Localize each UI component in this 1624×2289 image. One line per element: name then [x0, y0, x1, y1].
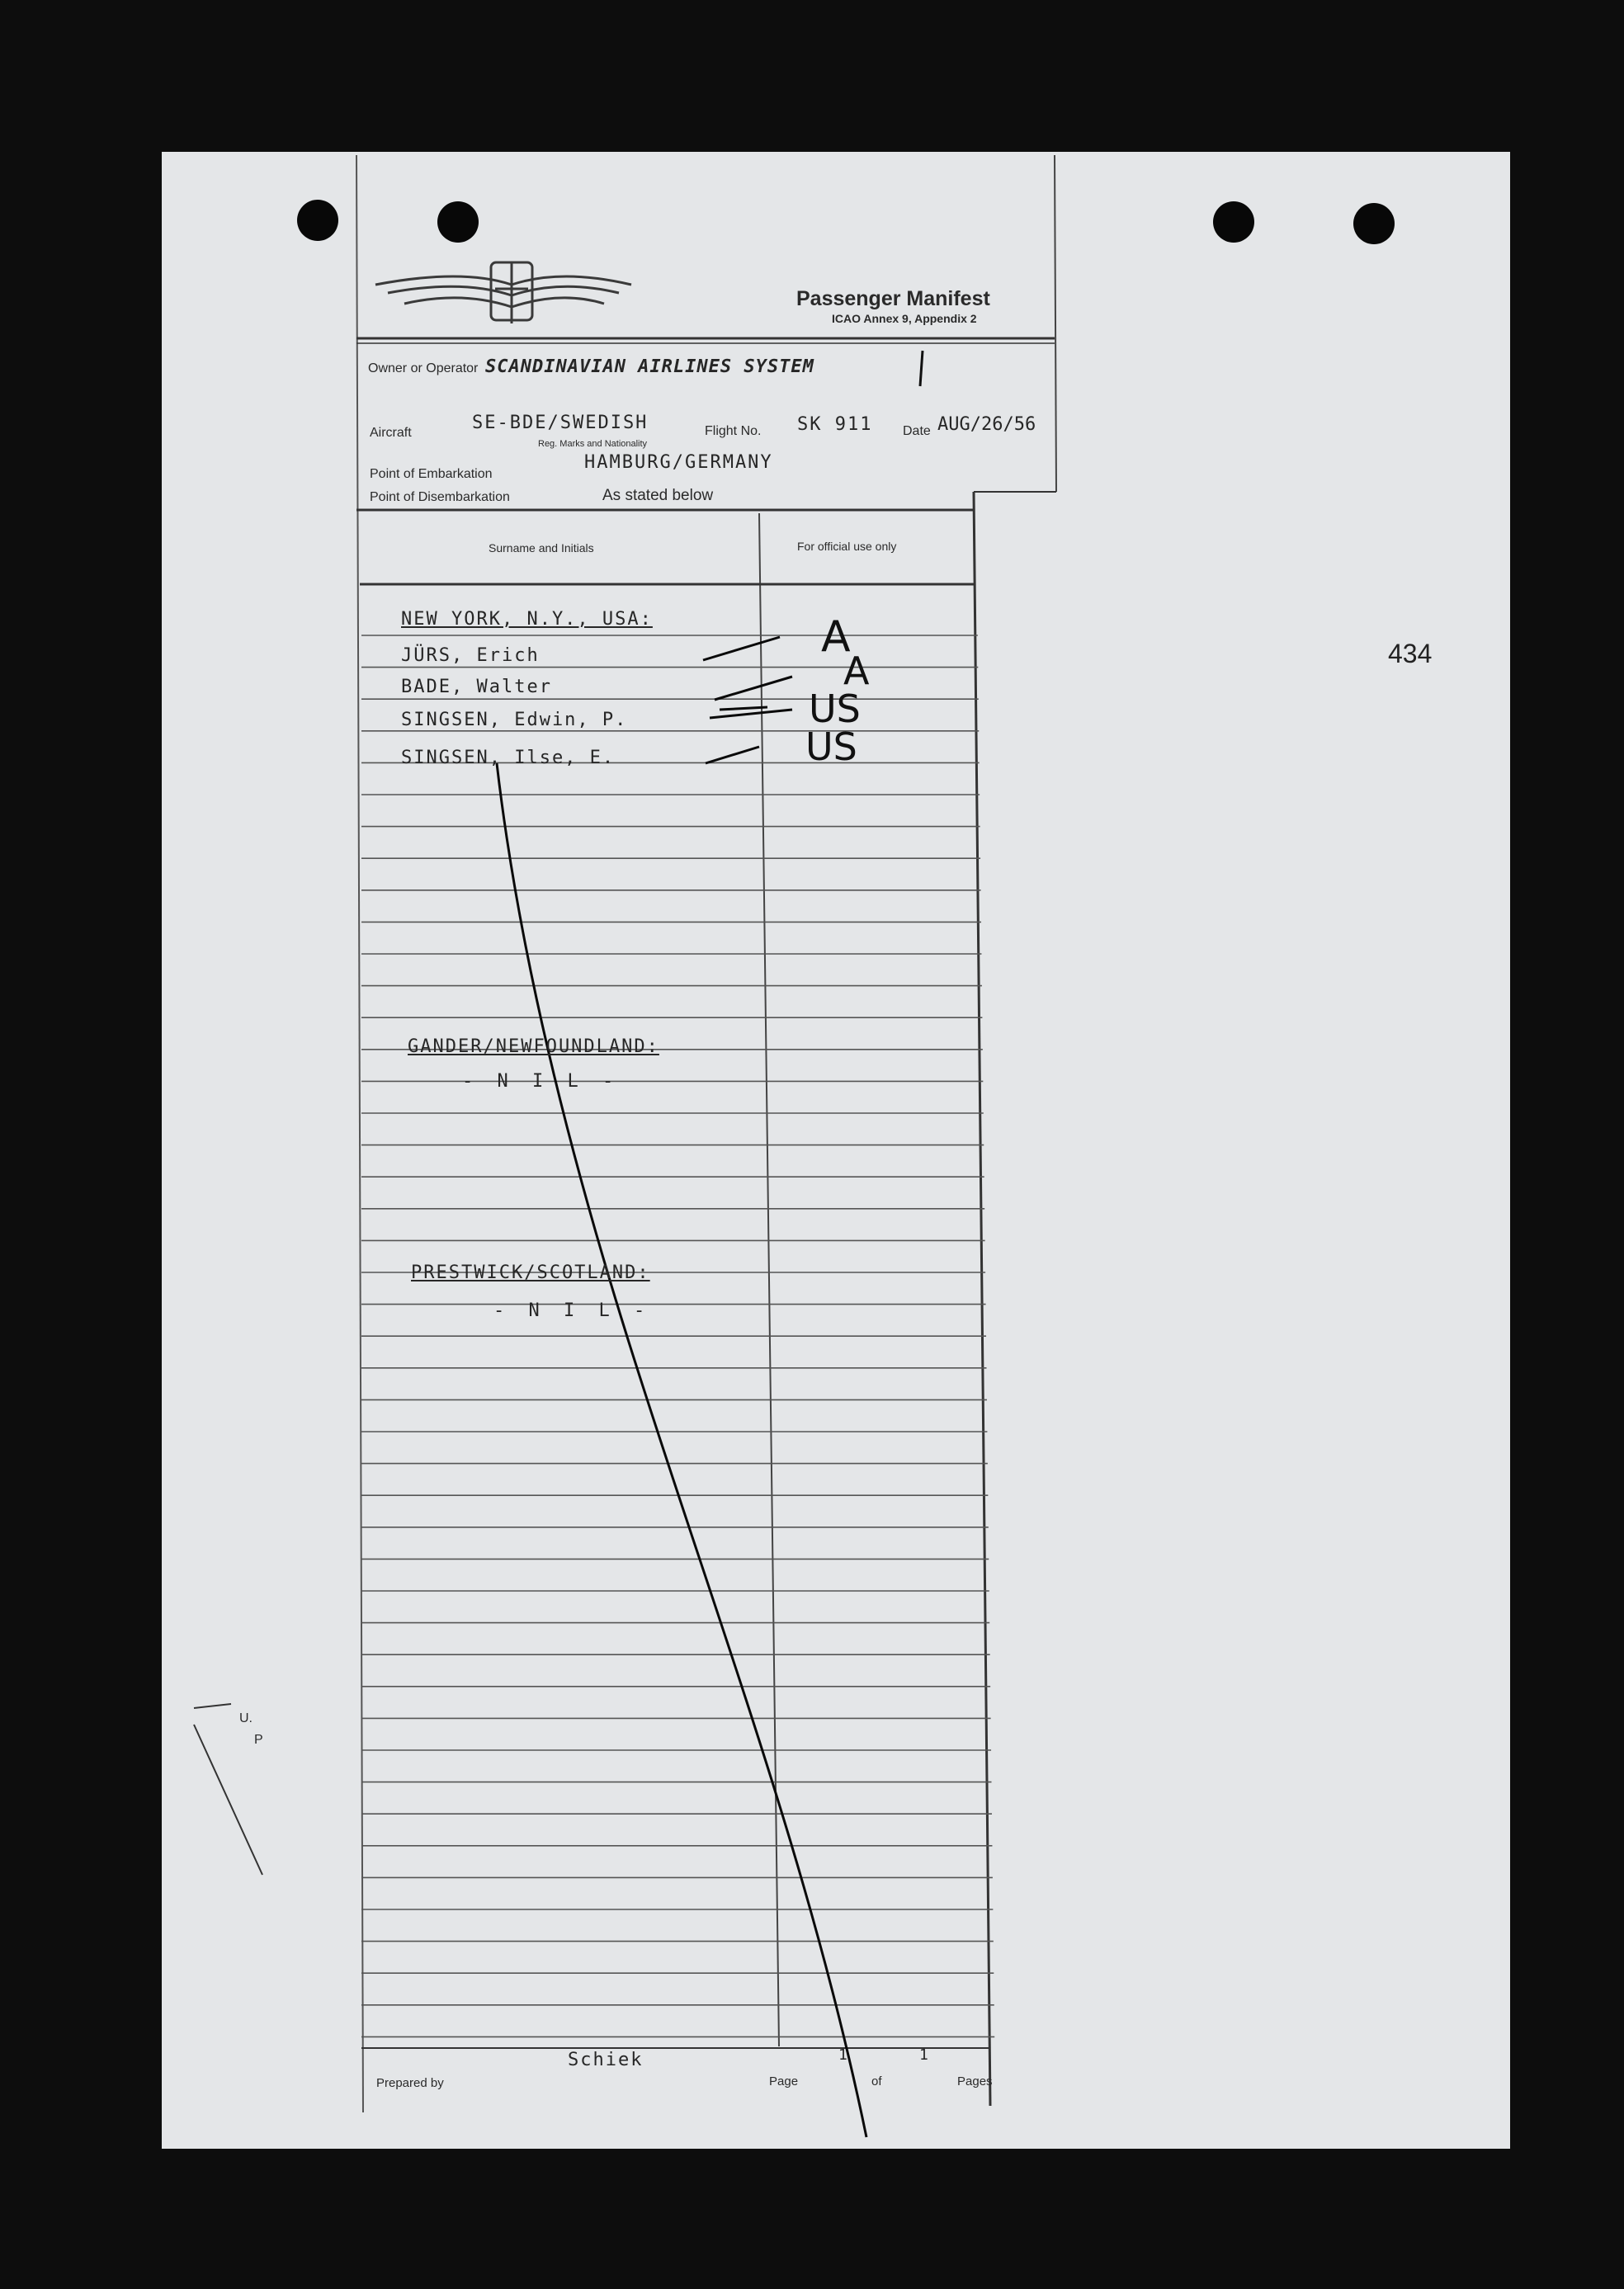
prepared-label: Prepared by	[376, 2076, 444, 2090]
aircraft-label: Aircraft	[370, 426, 412, 440]
passenger-row: BADE, Walter	[401, 677, 552, 697]
section-prestwick-nil: - N I L -	[493, 1300, 652, 1321]
pages-label: Pages	[957, 2074, 993, 2088]
disembarkation-value: As stated below	[602, 487, 714, 504]
column-header-official: For official use only	[797, 540, 897, 553]
date-label: Date	[903, 424, 931, 438]
flight-value: SK 911	[797, 414, 873, 435]
section-prestwick: PRESTWICK/SCOTLAND:	[411, 1262, 650, 1283]
hand-dashes	[703, 637, 792, 763]
date-value: AUG/26/56	[937, 414, 1036, 435]
prepared-value: Schiek	[568, 2050, 644, 2070]
owner-label: Owner or Operator	[368, 361, 479, 375]
pen-stroke	[497, 763, 866, 2137]
official-mark: A	[843, 649, 870, 693]
ruled-lines	[361, 635, 994, 2037]
page-value: 1	[838, 2046, 849, 2064]
passenger-row: SINGSEN, Edwin, P.	[401, 710, 628, 730]
disembarkation-label: Point of Disembarkation	[370, 490, 510, 504]
flight-label: Flight No.	[705, 424, 762, 438]
aircraft-value: SE-BDE/SWEDISH	[472, 413, 649, 433]
handwritten-page-number: 434	[1388, 639, 1433, 668]
page-title: Passenger Manifest	[796, 287, 990, 310]
of-value: 1	[919, 2046, 930, 2064]
page-subtitle: ICAO Annex 9, Appendix 2	[832, 312, 977, 325]
embarkation-label: Point of Embarkation	[370, 467, 493, 481]
passenger-row: JÜRS, Erich	[401, 645, 540, 666]
section-gander: GANDER/NEWFOUNDLAND:	[408, 1036, 659, 1057]
side-stamp-line1: U.	[239, 1711, 253, 1725]
official-mark: A	[821, 612, 851, 662]
passenger-row: SINGSEN, Ilse, E.	[401, 748, 616, 768]
airline-logo-icon	[375, 262, 631, 323]
reg-marks-label: Reg. Marks and Nationality	[538, 439, 648, 449]
column-header-surname: Surname and Initials	[489, 541, 594, 555]
side-stamp-line2: P	[254, 1733, 263, 1747]
embarkation-value: HAMBURG/GERMANY	[584, 452, 773, 473]
owner-value: SCANDINAVIAN AIRLINES SYSTEM	[485, 356, 814, 377]
official-mark: US	[805, 724, 857, 769]
official-mark: US	[809, 687, 861, 731]
page-label: Page	[769, 2074, 799, 2088]
destination-heading: NEW YORK, N.Y., USA:	[401, 609, 653, 630]
of-label: of	[871, 2074, 882, 2088]
section-gander-nil: - N I L -	[462, 1071, 621, 1092]
